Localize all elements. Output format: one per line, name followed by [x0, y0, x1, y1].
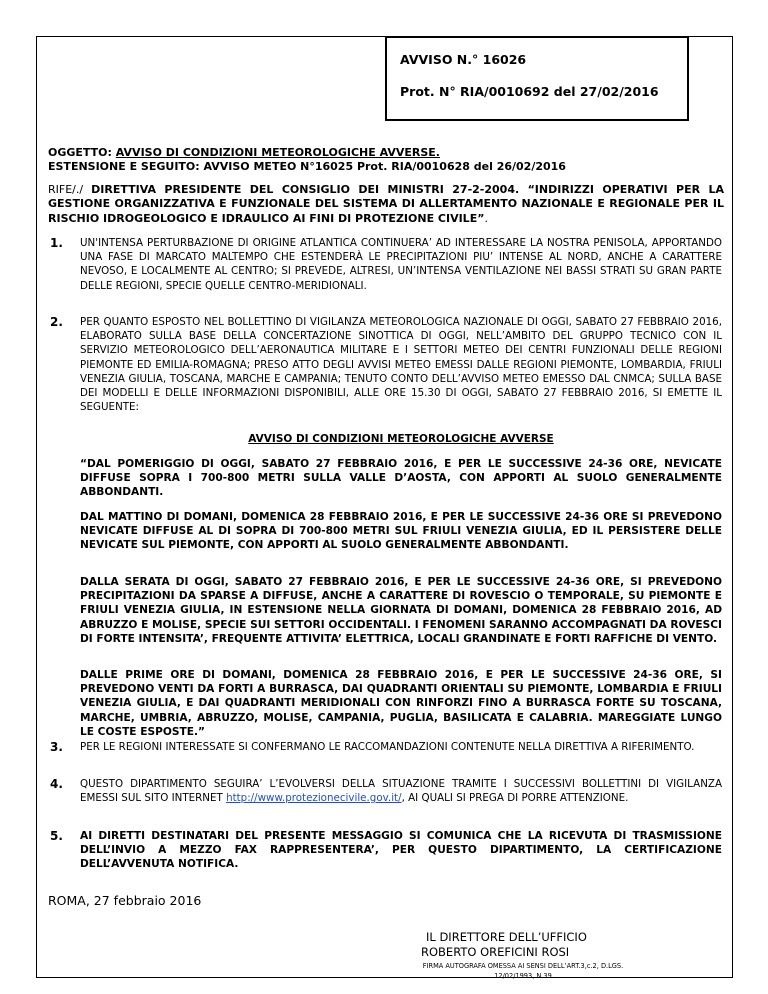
- warning-title: AVVISO DI CONDIZIONI METEOROLOGICHE AVVERSE: [248, 433, 554, 445]
- warning-paragraph: “DAL POMERIGGIO DI OGGI, SABATO 27 FEBBRAIO 2016, E PER LE SUCCESSIVE 24-36 ORE, NEVICATE DIFFUSE SOPRA I 700-800 METRI SULLA VALLE D’AOSTA, CON APPORTI AL SUOLO GENERALMENTE ABBONDANTI.: [80, 458, 722, 499]
- point-text: UN'INTENSA PERTURBAZIONE DI ORIGINE ATLANTICA CONTINUERA’ AD INTERESSARE LA NOSTRA PENISOLA, APPORTANDO UNA FASE DI MARCATO MALTEMPO CHE ESTENDERÀ LE PRECIPITAZIONI PIU’ INTENSE AL NORD, ANCHE A CARATTERE NEVOSO, E LOCALMENTE AL CENTRO; SI PREVEDE, ALTRESI, UN’INTENSA VENTILAZIONE NEI BASSI STRATI SU GRAN PARTE DELLE REGIONI, SPECIE QUELLE CENTRO-MERIDIONALI.: [80, 237, 722, 292]
- point-text: PER QUANTO ESPOSTO NEL BOLLETTINO DI VIGILANZA METEOROLOGICA NAZIONALE DI OGGI, SABATO 27 FEBBRAIO 2016, ELABORATO SULLA BASE DELLA CONCERTAZIONE SINOTTICA DI OGGI, NELL’AMBITO DEL GRUPPO TECNICO CON IL SERVIZIO METEOROLOGICO DELL’AERONAUTICA MILITARE E I SETTORI METEO DEI CENTRI FUNZIONALI DELLE REGIONI PIEMONTE ED EMILIA-ROMAGNA; PRESO ATTO DEGLI AVVISI METEO EMESSI DALLE REGIONI PIEMONTE, LOMBARDIA, FRIULI VENEZIA GIULIA, TOSCANA, MARCHE E CAMPANIA; TENUTO CONTO DELL’AVVISO METEO EMESSO DAL CNMCA; SULLA BASE DEI MODELLI E DELLE INFORMAZIONI DISPONIBILI, ALLE ORE 15.30 DI OGGI, SABATO 27 FEBBRAIO 2016, SI EMETTE IL SEGUENTE:: [80, 316, 722, 414]
- warning-paragraph: DALLE PRIME ORE DI DOMANI, DOMENICA 28 FEBBRAIO 2016, E PER LE SUCCESSIVE 24-36 ORE, SI PREVEDONO VENTI DA FORTI A BURRASCA, DAI QUADRANTI ORIENTALI SU PIEMONTE, LOMBARDIA E FRIULI VENEZIA GIULIA, E DAI QUADRANTI MERIDIONALI CON RINFORZI FINO A BURRASCA FORTE SU TOSCANA, MARCHE, UMBRIA, ABRUZZO, MOLISE, CAMPANIA, PUGLIA, BASILICATA E CALABRIA. MAREGGIATE LUNGO LE COSTE ESPOSTE.”: [80, 669, 722, 738]
- point-text-before: QUESTO DIPARTIMENTO SEGUIRA’ L’EVOLVERSI DELLA SITUAZIONE TRAMITE I SUCCESSIVI BOLLETTINI DI VIGILANZA EMESSI SUL SITO INTERNET: [80, 778, 722, 805]
- reference-prefix: RIFE/./: [48, 183, 84, 196]
- point-text-after: , AI QUALI SI PREGA DI PORRE ATTENZIONE.: [401, 792, 629, 805]
- protocol-number: Prot. N° RIA/0010692 del 27/02/2016: [400, 84, 659, 99]
- point-text: AI DIRETTI DESTINATARI DEL PRESENTE MESSAGGIO SI COMUNICA CHE LA RICEVUTA DI TRASMISSIONE DELL’INVIO A MEZZO FAX RAPPRESENTERA’, PER QUESTO DIPARTIMENTO, LA CERTIFICAZIONE DELL’AVVENUTA NOTIFICA.: [80, 830, 722, 871]
- avviso-header-box: [385, 36, 689, 121]
- avviso-number: AVVISO N.° 16026: [400, 52, 527, 67]
- subject-extension: ESTENSIONE E SEGUITO: AVVISO METEO N°16025 Prot. RIA/0010628 del 26/02/2016: [48, 160, 566, 173]
- subject-title: AVVISO DI CONDIZIONI METEOROLOGICHE AVVERSE.: [115, 146, 440, 159]
- place-date: ROMA, 27 febbraio 2016: [48, 893, 202, 908]
- point-number: 5.: [50, 829, 63, 843]
- point-number: 3.: [50, 740, 63, 754]
- point-text: [80, 777, 722, 805]
- reference-text: DIRETTIVA PRESIDENTE DEL CONSIGLIO DEI MINISTRI 27-2-2004. “INDIRIZZI OPERATIVI PER LA GESTIONE ORGANIZZATIVA E FUNZIONALE DEL SISTEMA DI ALLERTAMENTO NAZIONALE E REGIONALE PER IL RISCHIO IDROGEOLOGICO E IDRAULICO AI FINI DI PROTEZIONE CIVILE”: [48, 183, 724, 225]
- signer-title: IL DIRETTORE DELL’UFFICIO: [426, 930, 587, 944]
- warning-paragraph: DALLA SERATA DI OGGI, SABATO 27 FEBBRAIO 2016, E PER LE SUCCESSIVE 24-36 ORE, SI PREVEDONO PRECIPITAZIONI DA SPARSE A DIFFUSE, ANCHE A CARATTERE DI ROVESCIO O TEMPORALE, SU PIEMONTE E FRIULI VENEZIA GIULIA, IN ESTENSIONE NELLA GIORNATA DI DOMANI, DOMENICA 28 FEBBRAIO 2016, AD ABRUZZO E MOLISE, SPECIE SUI SETTORI OCCIDENTALI. I FENOMENI SARANNO ACCOMPAGNATI DA ROVESCI DI FORTE INTENSITA’, FREQUENTE ATTIVITA’ ELETTRICA, LOCALI GRANDINATE E FORTI RAFFICHE DI VENTO.: [80, 576, 723, 645]
- protezione-civile-link[interactable]: http://www.protezionecivile.gov.it/: [226, 792, 402, 805]
- signer-name: ROBERTO OREFICINI ROSI: [421, 945, 570, 959]
- point-number: 4.: [50, 777, 63, 791]
- reference-paragraph: [48, 183, 724, 226]
- signature-note: FIRMA AUTOGRAFA OMESSA AI SENSI DELL’ART.3,c.2, D.LGS. 12/02/1993, N.39: [422, 962, 624, 980]
- point-text: PER LE REGIONI INTERESSATE SI CONFERMANO LE RACCOMANDAZIONI CONTENUTE NELLA DIRETTIVA A RIFERIMENTO.: [80, 741, 695, 753]
- point-number: 1.: [50, 236, 63, 250]
- reference-suffix: .: [484, 211, 488, 225]
- warning-paragraph: DAL MATTINO DI DOMANI, DOMENICA 28 FEBBRAIO 2016, E PER LE SUCCESSIVE 24-36 ORE SI PREVEDONO NEVICATE DIFFUSE AL DI SOPRA DI 700-800 METRI SUL FRIULI VENEZIA GIULIA, ED IL PERSISTERE DELLE NEVICATE SUL PIEMONTE, CON APPORTI AL SUOLO GENERALMENTE ABBONDANTI.: [80, 511, 722, 552]
- subject-line: [48, 146, 724, 160]
- subject-label: OGGETTO:: [48, 146, 112, 159]
- point-number: 2.: [50, 315, 63, 329]
